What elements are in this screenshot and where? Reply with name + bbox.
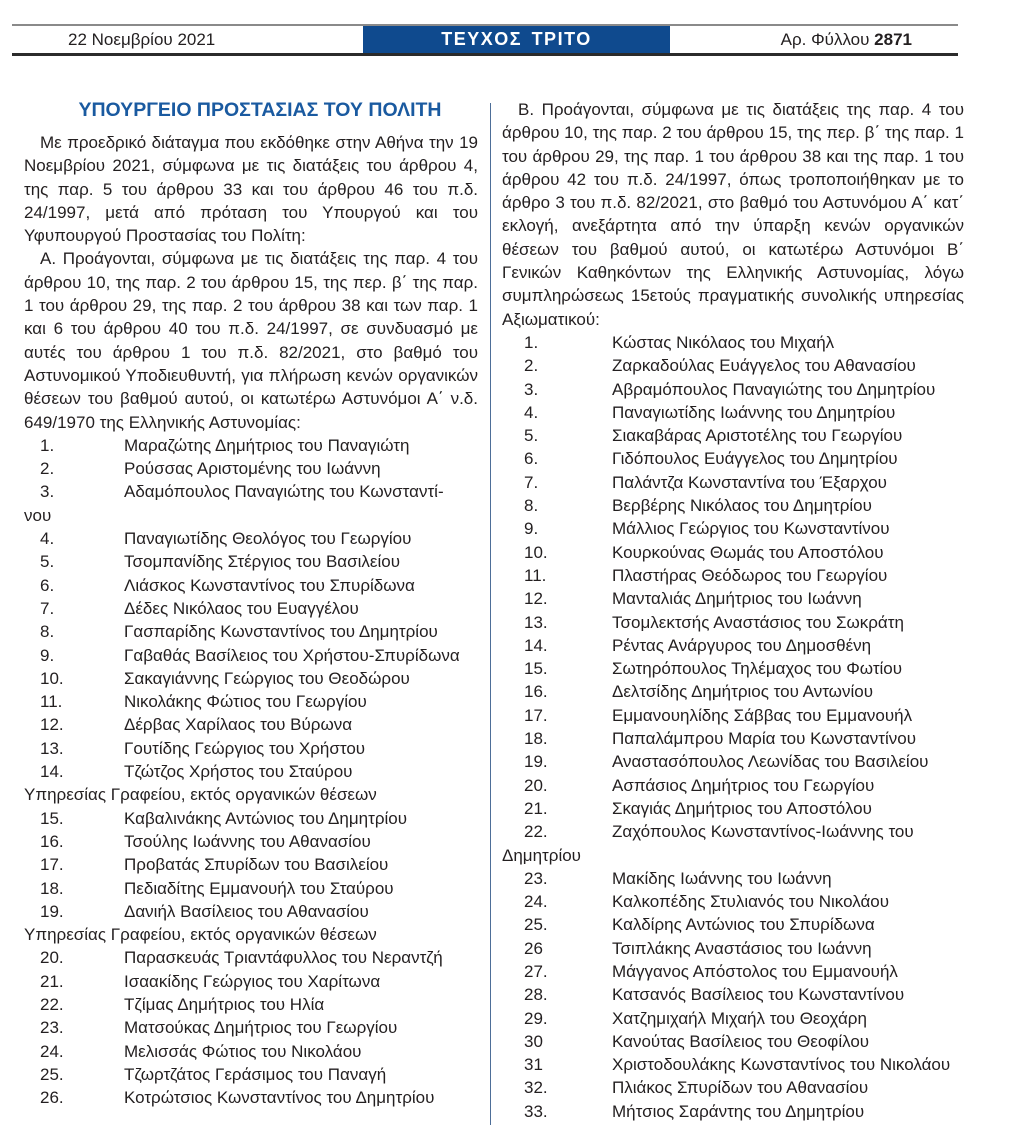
- list-item: 2. Ρούσσας Αριστομένης του Ιωάννη: [40, 459, 381, 479]
- list-item: 23. Μακίδης Ιωάννης του Ιωάννη: [524, 868, 832, 888]
- intro-paragraph: Με προεδρικό διάταγμα που εκδόθηκε στην Αθήνα την 19 Νοεμβρίου 2021, σύμφωνα με τις διατάξεις του άρθρου 4, της παρ. 5 του άρθρου 33 και του άρθρου 46 του π.δ. 24/1997, μετά από πρόταση του Υπουργού και του Υφυπουργού Προστασίας του Πολίτη:: [24, 133, 478, 246]
- list-item: 9. Μάλλιος Γεώργιος του Κωνσταντίνου: [524, 519, 890, 539]
- list-item: 16. Δελτσίδης Δημήτριος του Αντωνίου: [524, 682, 873, 702]
- promotion-list-b: [502, 331, 964, 1123]
- list-item: 28. Κατσανός Βασίλειος του Κωνσταντίνου: [524, 985, 905, 1005]
- list-item: 8. Γασπαρίδης Κωνσταντίνος του Δημητρίου: [40, 622, 438, 642]
- list-item: 6. Γιδόπουλος Ευάγγελος του Δημητρίου: [524, 449, 898, 469]
- list-item: 27. Μάγγανος Απόστολος του Εμμανουήλ: [524, 961, 898, 981]
- right-column: [502, 98, 964, 1123]
- list-item: 15. Σωτηρόπουλος Τηλέμαχος του Φωτίου: [524, 659, 903, 679]
- list-item: 10. Σακαγιάννης Γεώργιος του Θεοδώρου: [40, 668, 410, 688]
- list-item: 9. Γαβαθάς Βασίλειος του Χρήστου-Σπυρίδωνα: [40, 645, 460, 665]
- list-item: 14. Τζώτζος Χρήστος του Σταύρου: [40, 762, 353, 782]
- list-item: 18. Παπαλάμπρου Μαρία του Κωνσταντίνου: [524, 729, 917, 749]
- list-item: 3. Αβραμόπουλος Παναγιώτης του Δημητρίου: [524, 379, 936, 399]
- list-item: 14. Ρέντας Ανάργυρος του Δημοσθένη: [524, 635, 872, 655]
- list-item: 12. Δέρβας Χαρίλαος του Βύρωνα: [40, 715, 353, 735]
- list-item: 30 Κανούτας Βασίλειος του Θεοφίλου: [524, 1031, 870, 1051]
- list-item: 5. Σιακαβάρας Αριστοτέλης του Γεωργίου: [524, 426, 903, 446]
- issue-title-box: ΤΕΥΧΟΣ ΤΡΙΤΟ: [363, 26, 670, 53]
- list-item: 11. Πλαστήρας Θεόδωρος του Γεωργίου: [524, 565, 888, 585]
- list-item: 3. Αδαμόπουλος Παναγιώτης του Κωνσταντί- νου: [24, 482, 444, 525]
- issue-date: 22 Νοεμβρίου 2021: [68, 30, 216, 49]
- list-item: 7. Παλάντζα Κωνσταντίνα του Έξαρχου: [524, 472, 887, 492]
- office-service-note: Υπηρεσίας Γραφείου, εκτός οργανικών θέσεων: [24, 925, 377, 945]
- column-divider: [490, 103, 491, 1125]
- left-column: [24, 98, 478, 1109]
- list-item: 1. Κώστας Νικόλαος του Μιχαήλ: [524, 332, 835, 352]
- list-item: 2. Ζαρκαδούλας Ευάγγελος του Αθανασίου: [524, 356, 916, 376]
- sheet-label: Αρ. Φύλλου: [780, 30, 875, 49]
- page-header: [12, 24, 958, 56]
- promotion-list-a: [24, 434, 478, 1110]
- list-item: 20. Ασπάσιος Δημήτριος του Γεωργίου: [524, 775, 875, 795]
- list-item: 12. Μανταλιάς Δημήτριος του Ιωάννη: [524, 589, 862, 609]
- list-item: 13. Τσομλεκτσής Αναστάσιος του Σωκράτη: [524, 612, 904, 632]
- list-item: 7. Δέδες Νικόλαος του Ευαγγέλου: [40, 598, 359, 618]
- sheet-number: [781, 30, 912, 50]
- list-item: 25. Καλδίρης Αντώνιος του Σπυρίδωνα: [524, 915, 875, 935]
- sheet-number-value: 2871: [874, 30, 912, 49]
- list-item: 16. Τσούλης Ιωάννης του Αθανασίου: [40, 831, 371, 851]
- list-item: 13. Γουτίδης Γεώργιος του Χρήστου: [40, 738, 366, 758]
- list-item: 18. Πεδιαδίτης Εμμανουήλ του Σταύρου: [40, 878, 394, 898]
- list-item: 33. Μήτσιος Σαράντης του Δημητρίου: [524, 1101, 865, 1121]
- list-item: 22. Τζίμας Δημήτριος του Ηλία: [40, 994, 325, 1014]
- list-item: 1. Μαραζώτης Δημήτριος του Παναγιώτη: [40, 435, 410, 455]
- list-item: 17. Εμμανουηλίδης Σάββας του Εμμανουήλ: [524, 705, 913, 725]
- list-item: 31 Χριστοδουλάκης Κωνσταντίνος του Νικολάου: [524, 1055, 951, 1075]
- list-item: 25. Τζωρτζάτος Γεράσιμος του Παναγή: [40, 1064, 387, 1084]
- list-item: 24. Καλκοπέδης Στυλιανός του Νικολάου: [524, 892, 890, 912]
- list-item: 17. Προβατάς Σπυρίδων του Βασιλείου: [40, 855, 389, 875]
- list-item: 15. Καβαλινάκης Αντώνιος του Δημητρίου: [40, 808, 408, 828]
- list-item: 5. Τσομπανίδης Στέργιος του Βασιλείου: [40, 552, 400, 572]
- list-item: 6. Λιάσκος Κωνσταντίνος του Σπυρίδωνα: [40, 575, 415, 595]
- list-item: 21. Σκαγιάς Δημήτριος του Αποστόλου: [524, 798, 872, 818]
- office-service-note: Υπηρεσίας Γραφείου, εκτός οργανικών θέσεων: [24, 785, 377, 805]
- list-item: 32. Πλιάκος Σπυρίδων του Αθανασίου: [524, 1078, 869, 1098]
- list-item: 26. Κοτρώτσιος Κωνσταντίνος του Δημητρίου: [40, 1088, 435, 1108]
- list-item: 4. Παναγιωτίδης Θεολόγος του Γεωργίου: [40, 529, 412, 549]
- list-item: 21. Ισαακίδης Γεώργιος του Χαρίτωνα: [40, 971, 381, 991]
- list-item: 8. Βερβέρης Νικόλαος του Δημητρίου: [524, 496, 872, 516]
- list-item: 29. Χατζημιχαήλ Μιχαήλ του Θεοχάρη: [524, 1008, 867, 1028]
- list-item: 20. Παρασκευάς Τριαντάφυλλος του Νεραντζή: [40, 948, 443, 968]
- list-item: 4. Παναγιωτίδης Ιωάννης του Δημητρίου: [524, 402, 896, 422]
- ministry-heading: ΥΠΟΥΡΓΕΙΟ ΠΡΟΣΤΑΣΙΑΣ ΤΟΥ ΠΟΛΙΤΗ: [78, 99, 442, 121]
- list-item: 11. Νικολάκης Φώτιος του Γεωργίου: [40, 692, 367, 712]
- list-item: 19. Δανιήλ Βασίλειος του Αθανασίου: [40, 901, 369, 921]
- list-item: 10. Κουρκούνας Θωμάς του Αποστόλου: [524, 542, 884, 562]
- section-a-paragraph: Α. Προάγονται, σύμφωνα με τις διατάξεις της παρ. 4 του άρθρου 10, της παρ. 2 του άρθρου 15, της περ. β΄ της παρ. 1 του άρθρου 29, της παρ. 2 του άρθρου 38 και των παρ. 1 και 6 του άρθρου 40 του π.δ. 24/1997, σε συνδυασμό με αυτές του άρθρου 1 του π.δ. 82/2021, στο βαθμό του Αστυνομικού Υποδιευθυντή, για πλήρωση κενών οργανικών θέσεων του βαθμού αυτού, οι κατωτέρω Αστυνόμοι Α΄ ν.δ. 649/1970 της Ελληνικής Αστυνομίας:: [24, 249, 478, 432]
- list-item: 22. Ζαχόπουλος Κωνσταντίνος-Ιωάννης του Δημητρίου: [502, 822, 914, 865]
- list-item: 23. Ματσούκας Δημήτριος του Γεωργίου: [40, 1018, 398, 1038]
- list-item: 19. Αναστασόπουλος Λεωνίδας του Βασιλείου: [524, 752, 929, 772]
- section-b-paragraph: Β. Προάγονται, σύμφωνα με τις διατάξεις της παρ. 4 του άρθρου 10, της παρ. 2 του άρθρου 15, της περ. β΄ της παρ. 1 του άρθρου 29, της παρ. 1 του άρθρου 38 και της παρ. 1 του άρθρου 42 του π.δ. 24/1997, όπως τροποποιήθηκαν με το άρθρο 3 του π.δ. 82/2021, στο βαθμό του Αστυνόμου Α΄ κατ΄ εκλογή, ανεξάρτητα από την ύπαρξη κενών οργανικών θέσεων του βαθμού αυτού, οι κατωτέρω Αστυνόμοι Β΄ Γενικών Καθηκόντων της Ελληνικής Αστυνομίας, λόγω συμπληρώσεως 15ετούς πραγματικής συνολικής υπηρεσίας Αξιωματικού:: [502, 100, 964, 329]
- list-item: 24. Μελισσάς Φώτιος του Νικολάου: [40, 1041, 362, 1061]
- list-item: 26 Τσιπλάκης Αναστάσιος του Ιωάννη: [524, 938, 872, 958]
